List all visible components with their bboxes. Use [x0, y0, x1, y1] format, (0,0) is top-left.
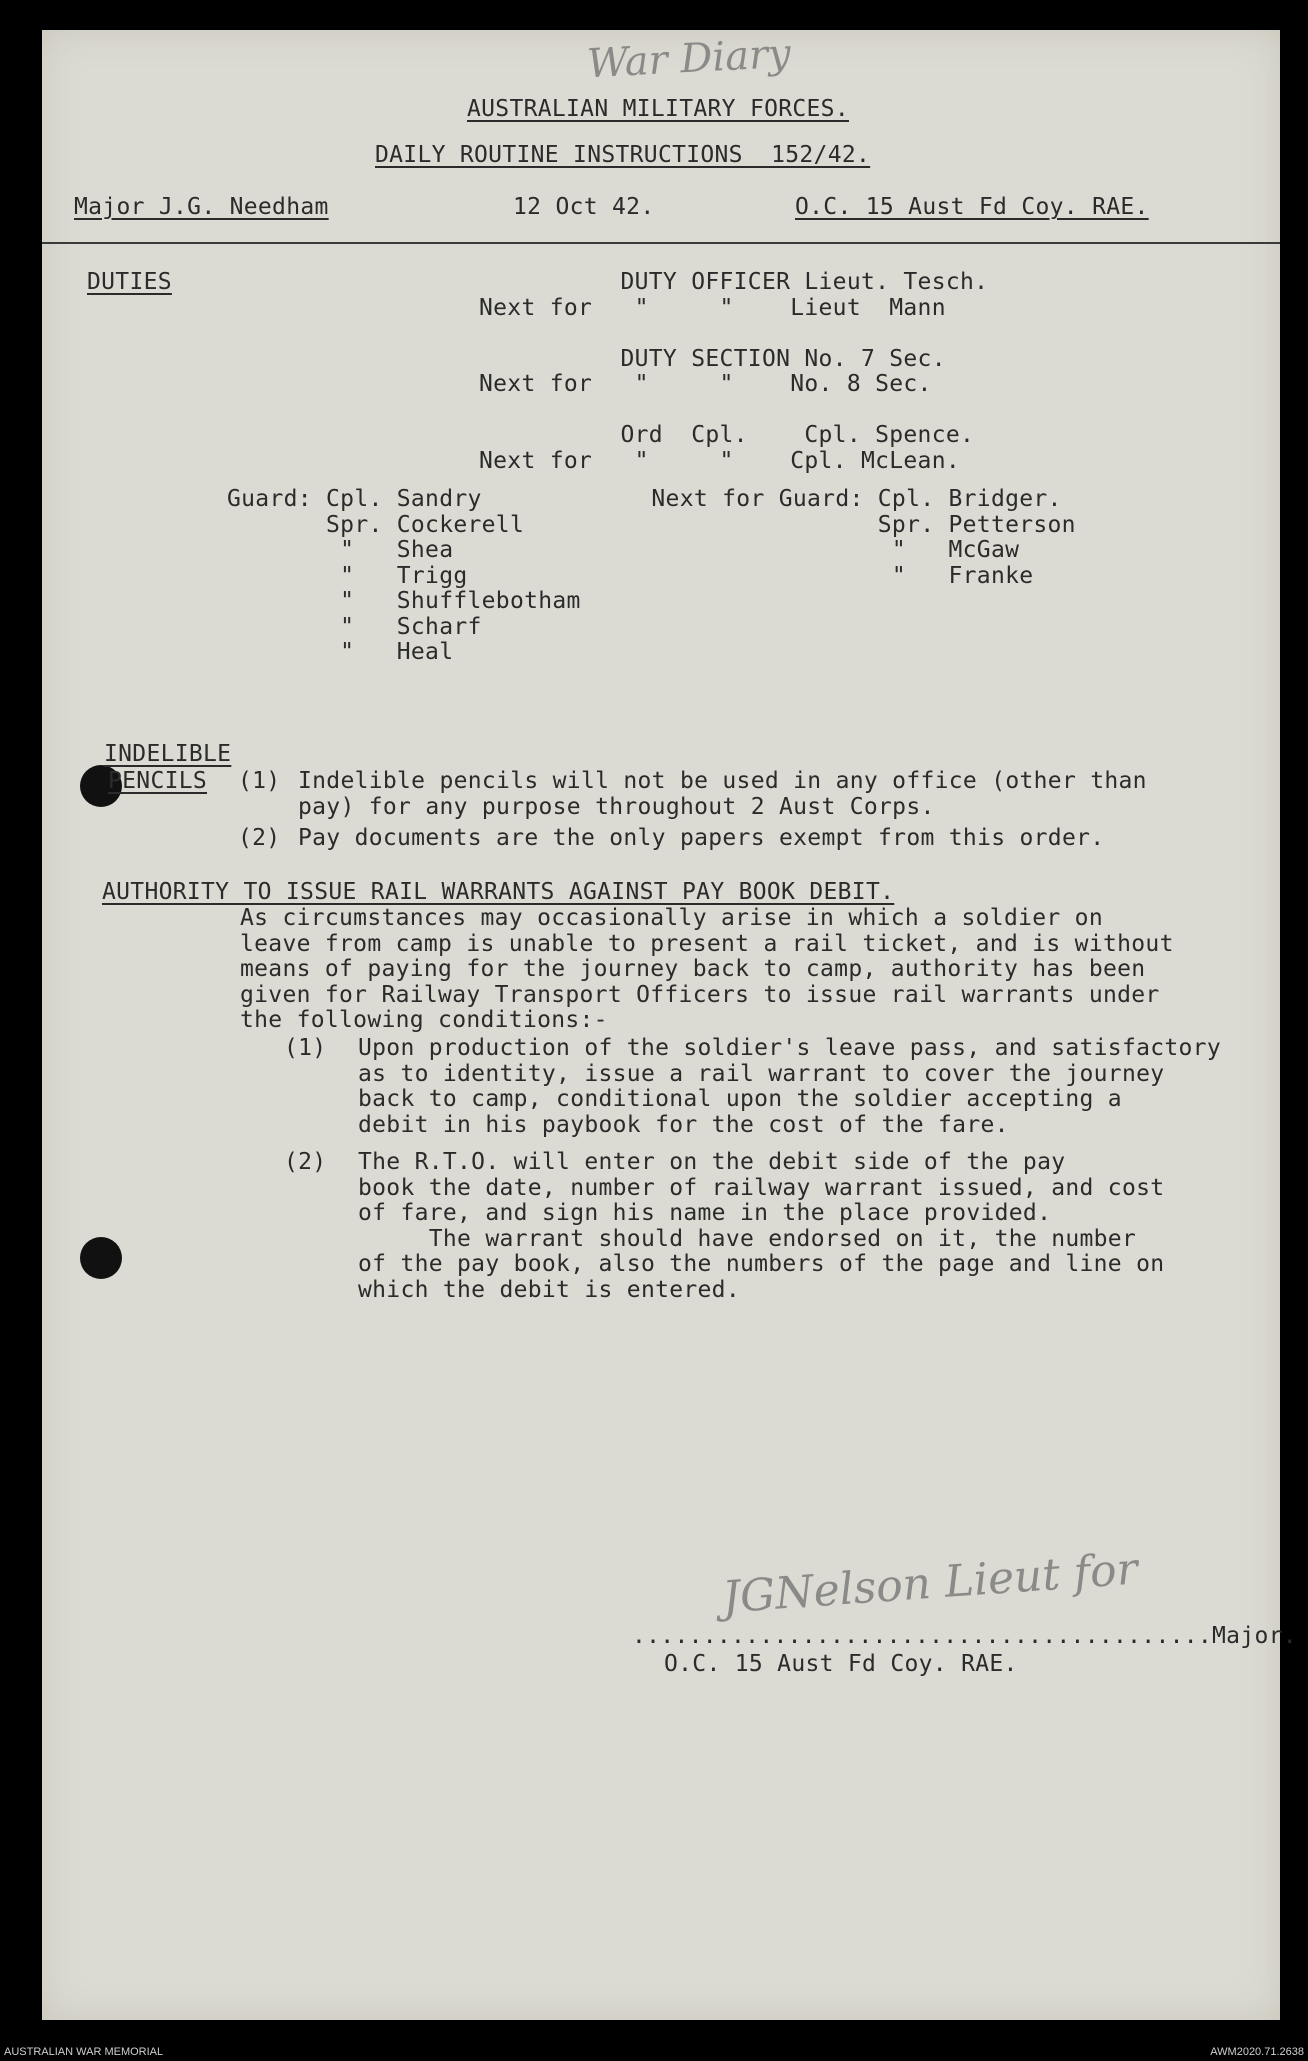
- indelible-item-1: [298, 769, 1147, 820]
- duties-heading: DUTIES: [87, 269, 172, 295]
- duty-line: Next for " " Lieut Mann: [479, 294, 946, 321]
- guard-line: Guard: Cpl. Sandry Next for Guard: Cpl. Bridger.: [227, 486, 1062, 512]
- guard-line: " Shufflebotham: [227, 588, 581, 614]
- duty-line: Ord Cpl. Cpl. Spence.: [479, 422, 975, 448]
- rail-intro-line: As circumstances may occasionally arise in which a soldier on: [240, 905, 1103, 931]
- duty-line: DUTY OFFICER Lieut. Tesch.: [479, 269, 989, 295]
- duty-line: [479, 398, 988, 424]
- guard-block: [227, 487, 1076, 666]
- header-divider: [42, 242, 1280, 244]
- author-line: Major J.G. Needham: [74, 194, 329, 220]
- condition-line: Upon production of the soldier's leave pass, and satisfactory: [358, 1035, 1221, 1061]
- guard-line: Spr. Cockerell Spr. Petterson: [227, 511, 1076, 538]
- guard-line: " Scharf: [227, 613, 482, 640]
- pencils-heading: PENCILS: [108, 768, 208, 794]
- indelible-heading: INDELIBLE: [104, 741, 232, 767]
- indelible-item-number: (1): [238, 768, 281, 794]
- condition-number: (1): [284, 1035, 327, 1061]
- indelible-item-number: (2): [238, 825, 281, 851]
- duty-line: Next for " " Cpl. McLean.: [479, 447, 961, 474]
- signature-unit: O.C. 15 Aust Fd Coy. RAE.: [664, 1651, 1018, 1677]
- unit-line: O.C. 15 Aust Fd Coy. RAE.: [795, 194, 1149, 220]
- duty-line: [479, 321, 988, 347]
- indelible-line: Indelible pencils will not be used in any office (other than: [298, 768, 1147, 794]
- footer-left: AUSTRALIAN WAR MEMORIAL: [4, 2046, 164, 2058]
- condition-line: of fare, and sign his name in the place provided.: [358, 1200, 1052, 1226]
- rail-intro-line: given for Railway Transport Officers to issue rail warrants under: [240, 981, 1160, 1008]
- indelible-line: pay) for any purpose throughout 2 Aust Corps.: [298, 793, 935, 820]
- rail-intro: [240, 906, 1174, 1034]
- guard-line: " Shea " McGaw: [227, 537, 1020, 563]
- rail-intro-line: the following conditions:-: [240, 1007, 608, 1033]
- condition-2: [358, 1150, 1164, 1303]
- condition-line: The R.T.O. will enter on the debit side of the pay: [358, 1149, 1066, 1175]
- rail-intro-line: means of paying for the journey back to camp, authority has been: [240, 956, 1146, 982]
- condition-number: (2): [284, 1149, 327, 1175]
- condition-line: debit in his paybook for the cost of the fare.: [358, 1111, 1009, 1138]
- handwritten-signature: JGNelson Lieut for: [720, 1543, 1140, 1624]
- handwritten-annotation: War Diary: [585, 30, 792, 88]
- guard-line: " Heal: [227, 639, 454, 665]
- duty-line: Next for " " No. 8 Sec.: [479, 371, 932, 397]
- document-subtitle: DAILY ROUTINE INSTRUCTIONS 152/42.: [375, 142, 871, 168]
- date-line: 12 Oct 42.: [513, 194, 655, 220]
- condition-line: as to identity, issue a rail warrant to cover the journey: [358, 1060, 1165, 1087]
- condition-line: book the date, number of railway warrant issued, and cost: [358, 1174, 1165, 1201]
- indelible-line: Pay documents are the only papers exempt from this order.: [298, 825, 1105, 851]
- duty-line: DUTY SECTION No. 7 Sec.: [479, 345, 946, 372]
- document-title: AUSTRALIAN MILITARY FORCES.: [467, 96, 849, 122]
- footer-right: AWM2020.71.2638: [1210, 2046, 1304, 2058]
- condition-line: The warrant should have endorsed on it, the number: [358, 1225, 1137, 1252]
- punch-hole: [80, 1237, 122, 1279]
- duties-block: [479, 270, 988, 474]
- guard-line: " Trigg " Franke: [227, 562, 1034, 589]
- condition-line: back to camp, conditional upon the soldier accepting a: [358, 1086, 1122, 1112]
- rail-heading: AUTHORITY TO ISSUE RAIL WARRANTS AGAINST PAY BOOK DEBIT.: [102, 879, 895, 905]
- rail-intro-line: leave from camp is unable to present a rail ticket, and is without: [240, 930, 1174, 957]
- condition-line: of the pay book, also the numbers of the page and line on: [358, 1251, 1165, 1277]
- signature-dots: .........................................Major.: [632, 1623, 1297, 1649]
- document-page: [42, 30, 1297, 2020]
- condition-line: which the debit is entered.: [358, 1276, 740, 1303]
- condition-1: [358, 1036, 1221, 1138]
